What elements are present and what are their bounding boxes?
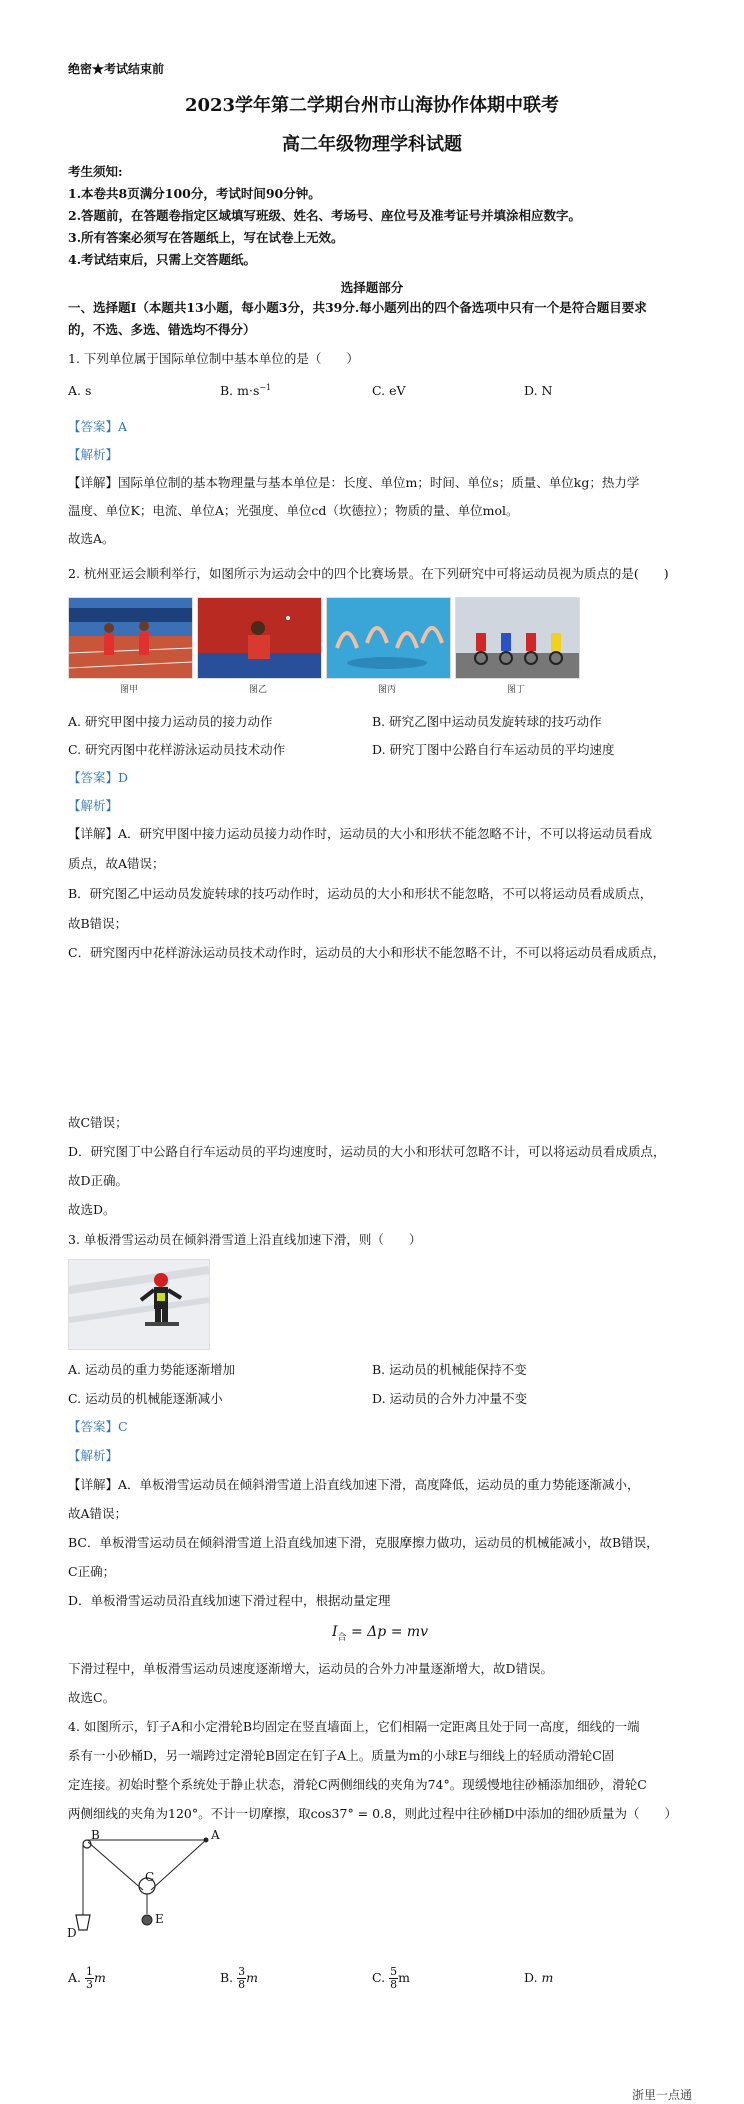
q4-option-c: C. $\frac{5}{8}$ m [372, 1965, 410, 1991]
q1-detail: 温度、单位K；电流、单位A；光强度、单位cd（坎德拉）；物质的量、单位mol。 [68, 503, 519, 518]
q3-stem: 3. 单板滑雪运动员在倾斜滑雪道上沿直线加速下滑，则（ ） [68, 1232, 422, 1247]
q3-option-d: D. 运动员的合外力冲量不变 [372, 1391, 528, 1406]
q3-answer: 【答案】C [68, 1419, 128, 1434]
q1-detail: 【详解】国际单位制的基本物理量与基本单位是：长度、单位m；时间、单位s；质量、单位kg；热力学 [68, 475, 640, 490]
q2-analysis: 【解析】 [68, 798, 119, 813]
q2-option-d: D. 研究丁图中公路自行车运动员的平均速度 [372, 742, 615, 757]
q2-stem: 2. 杭州亚运会顺利举行，如图所示为运动会中的四个比赛场景。在下列研究中可将运动员视为质点的是( ) [68, 566, 669, 581]
q1-option-d: D. N [524, 383, 553, 398]
q2-option-c: C. 研究丙图中花样游泳运动员技术动作 [68, 742, 286, 757]
q4-stem: 4. 如图所示，钉子A和小定滑轮B均固定在竖直墙面上，它们相隔一定距离且处于同一高度，细线的一端 [68, 1719, 640, 1734]
sand-bucket-d [76, 1915, 90, 1930]
label-e: E [155, 1912, 164, 1926]
section-title: 选择题部分 [340, 280, 404, 295]
q3-detail: 下滑过程中，单板滑雪运动员速度逐渐增大，运动员的合外力冲量逐渐增大，故D错误。 [68, 1661, 554, 1676]
label-b: B [91, 1828, 100, 1842]
caption: 图甲 [119, 685, 138, 695]
q2-detail: 故D正确。 [68, 1173, 129, 1188]
momentum-formula: $I_合 = \Delta p$ = mv [332, 1624, 429, 1643]
photo-snowboarder [68, 1259, 210, 1350]
caption: 图丁 [506, 685, 525, 695]
label-a: A [211, 1828, 220, 1842]
q2-answer: 【答案】D [68, 770, 129, 785]
notice-item: 4.考试结束后，只需上交答题纸。 [68, 252, 257, 267]
notice-item: 1.本卷共8页满分100分，考试时间90分钟。 [68, 186, 321, 201]
ball-e [142, 1915, 152, 1925]
q3-detail: 【详解】A．单板滑雪运动员在倾斜滑雪道上沿直线加速下滑，高度降低，运动员的重力势能逐渐减小， [68, 1477, 640, 1492]
q3-conclusion: 故选C。 [68, 1690, 116, 1705]
q1-analysis: 【解析】 [68, 447, 119, 462]
secret-label: 绝密★考试结束前 [68, 62, 165, 76]
q1-option-c: C. eV [372, 383, 406, 398]
label-c: C [145, 1870, 155, 1884]
q3-detail: D．单板滑雪运动员沿直线加速下滑过程中，根据动量定理 [68, 1593, 391, 1608]
section-instruction: 的，不选、多选、错选均不得分） [68, 322, 256, 337]
q2-detail: C．研究图丙中花样游泳运动员技术动作时，运动员的大小和形状不能忽略不计，不可以将运动员看成质点， [68, 945, 666, 960]
q3-option-b: B. 运动员的机械能保持不变 [372, 1362, 527, 1377]
q2-detail: 故B错误； [68, 916, 128, 931]
photo-cycling [455, 597, 580, 679]
q2-detail: B．研究图乙中运动员发旋转球的技巧动作时，运动员的大小和形状不能忽略，不可以将运动员看成质点， [68, 886, 653, 901]
notice-item: 3.所有答案必须写在答题纸上，写在试卷上无效。 [68, 230, 344, 245]
q2-detail: D．研究图丁中公路自行车运动员的平均速度时，运动员的大小和形状可忽略不计，可以将运动员看成质点， [68, 1144, 666, 1159]
q1-option-b: B. $m\cdot s^{-1}$ [220, 383, 272, 399]
q4-option-a: A. $\frac{1}{3}$ m [68, 1965, 106, 1991]
q4-stem: 定连接。初始时整个系统处于静止状态，滑轮C两侧细线的夹角为74°。现缓慢地往砂桶添加细砂，滑轮C [68, 1777, 647, 1792]
label-d: D [67, 1926, 77, 1940]
footer-brand: 浙里一点通 [631, 2088, 692, 2102]
q3-detail: BC．单板滑雪运动员在倾斜滑雪道上沿直线加速下滑，克服摩擦力做功，运动员的机械能减小，故B错误， [68, 1535, 659, 1550]
photo-swimming [326, 597, 451, 679]
q3-analysis: 【解析】 [68, 1448, 119, 1463]
q2-option-b: B. 研究乙图中运动员发旋转球的技巧动作 [372, 714, 602, 729]
photo-table-tennis [197, 597, 322, 679]
q1-option-a: A. s [68, 383, 92, 398]
q2-detail: 质点，故A错误； [68, 856, 165, 871]
pulley-diagram [65, 1830, 225, 1942]
exam-subtitle: 高二年级物理学科试题 [282, 134, 462, 155]
exam-title: 2023学年第二学期台州市山海协作体期中联考 [184, 95, 560, 116]
notice-item: 2.答题前，在答题卷指定区域填写班级、姓名、考场号、座位号及准考证号并填涂相应数字。 [68, 208, 582, 223]
q1-stem: 1. 下列单位属于国际单位制中基本单位的是（ ） [68, 351, 359, 366]
q2-option-a: A. 研究甲图中接力运动员的接力动作 [68, 714, 273, 729]
q4-option-b: B. $\frac{3}{8}$ m [220, 1965, 259, 1991]
q3-detail: 故A错误； [68, 1506, 128, 1521]
q4-stem: 系有一小砂桶D，另一端跨过定滑轮B固定在钉子A上。质量为m的小球E与细线上的轻质动滑轮C固 [68, 1748, 615, 1763]
q4-stem: 两侧细线的夹角为120°。不计一切摩擦，取cos37° = 0.8，则此过程中往砂桶D中添加的细砂质量为（ ） [68, 1806, 678, 1821]
q2-detail: 【详解】A．研究甲图中接力运动员接力动作时，运动员的大小和形状不能忽略不计，不可以将运动员看成 [68, 826, 653, 841]
q1-conclusion: 故选A。 [68, 531, 115, 546]
photo-relay [68, 597, 193, 679]
q3-detail: C正确； [68, 1564, 116, 1579]
q4-option-d: D. m [524, 1970, 554, 1985]
q3-option-a: A. 运动员的重力势能逐渐增加 [68, 1362, 235, 1377]
caption: 图乙 [248, 685, 267, 695]
section-instruction: 一、选择题Ⅰ（本题共13小题，每小题3分，共39分.每小题列出的四个备选项中只有一个是符合题目要求 [68, 300, 647, 315]
q1-answer: 【答案】A [68, 419, 128, 434]
notice-heading: 考生须知: [68, 164, 123, 179]
q3-option-c: C. 运动员的机械能逐渐减小 [68, 1391, 223, 1406]
q2-conclusion: 故选D。 [68, 1202, 116, 1217]
q2-detail: 故C错误； [68, 1115, 128, 1130]
caption: 图丙 [377, 685, 396, 695]
